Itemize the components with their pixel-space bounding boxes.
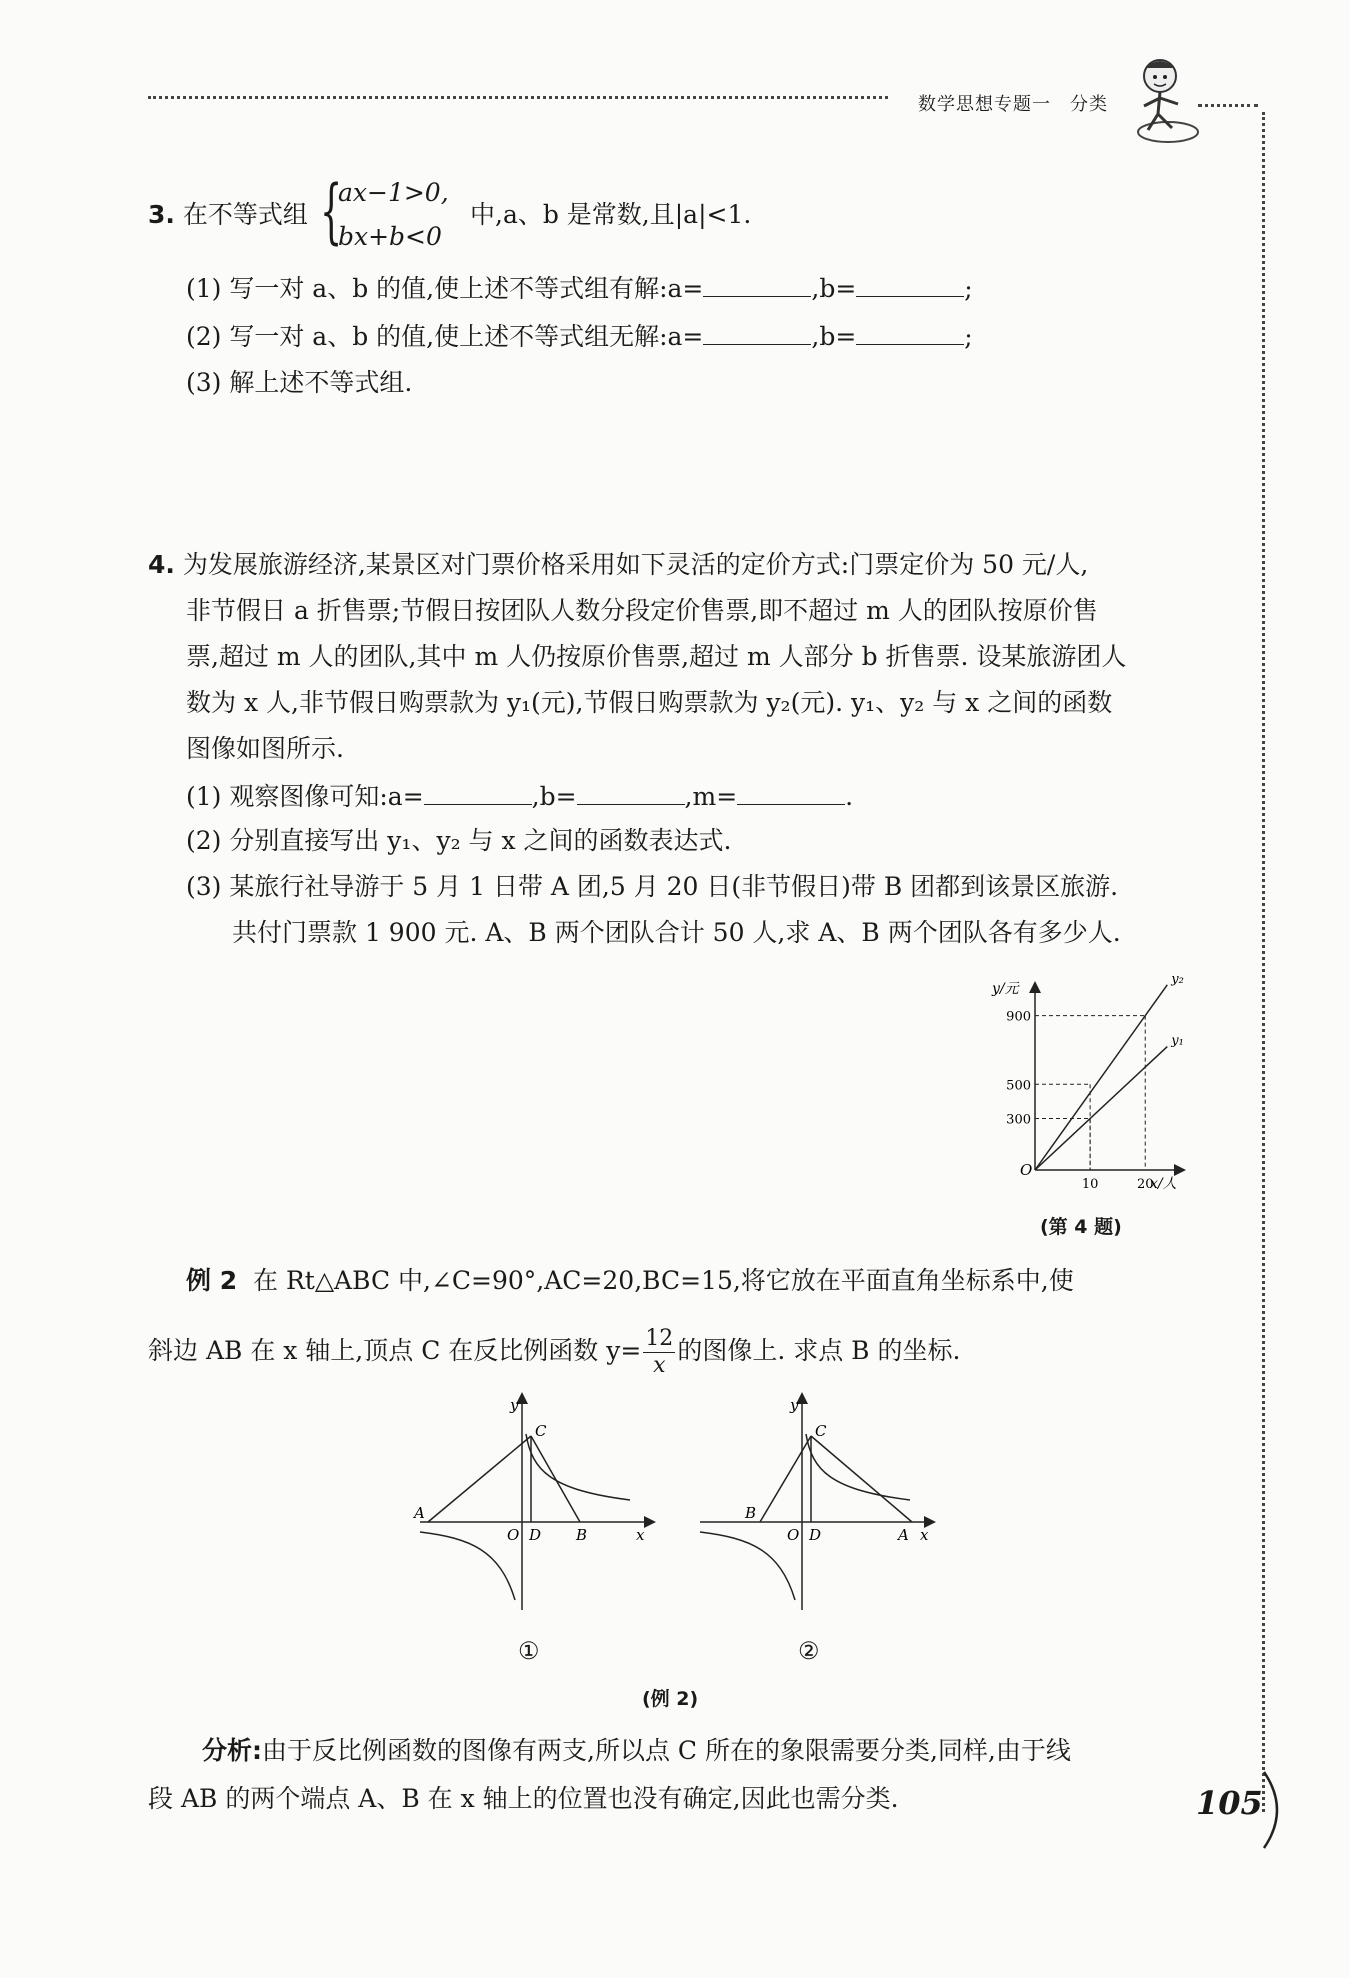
q3-stem-suffix: 中,a、b 是常数,且|a|<1. xyxy=(470,200,752,229)
ex2-caption: (例 2) xyxy=(642,1688,699,1710)
q4-number: 4. xyxy=(148,550,175,579)
fig1-C-label: C xyxy=(535,1422,547,1440)
chart-series-line-0 xyxy=(1035,985,1167,1170)
q3-part2-mid: ,b= xyxy=(811,322,857,351)
fig1-O-label: O xyxy=(507,1526,520,1544)
q3-part3: (3) 解上述不等式组. xyxy=(186,368,413,397)
ex2-line1-text: 在 Rt△ABC 中,∠C=90°,AC=20,BC=15,将它放在平面直角坐标系中,使 xyxy=(253,1266,1074,1295)
chart-origin: O xyxy=(1020,1161,1033,1179)
q3-stem xyxy=(148,200,308,230)
analysis-line2: 段 AB 的两个端点 A、B 在 x 轴上的位置也没有确定,因此也需分类. xyxy=(148,1784,899,1813)
ex2-figure-2 xyxy=(690,1390,940,1620)
fig1-y-label: y xyxy=(510,1396,519,1414)
chart-ytick-1: 500 xyxy=(1006,1078,1031,1094)
q3-stem-prefix: 在不等式组 xyxy=(182,200,308,229)
fig2-D-label: D xyxy=(809,1526,822,1544)
q3-number: 3. xyxy=(148,200,175,229)
header-rule xyxy=(148,96,888,99)
chart-xtick-0: 10 xyxy=(1081,1177,1099,1192)
analysis-line1 xyxy=(202,1736,1071,1766)
q3-a2-blank[interactable] xyxy=(703,320,811,345)
side-rule xyxy=(1262,112,1265,1812)
q4-a-blank[interactable] xyxy=(424,780,532,805)
q3-ineq1: ax−1>0, xyxy=(338,178,449,207)
q4-m-blank[interactable] xyxy=(737,780,845,805)
q4-part1-b: ,b= xyxy=(531,782,577,811)
ex2-frac-den: x xyxy=(653,1353,666,1378)
chart-ytick-2: 900 xyxy=(1006,1009,1031,1025)
ex2-line2 xyxy=(148,1326,960,1379)
header-rule-right xyxy=(1198,104,1258,107)
fig2-y-label: y xyxy=(790,1396,799,1414)
q4-line1 xyxy=(148,550,1088,580)
chart-series-line-1 xyxy=(1035,1047,1167,1170)
q4-caption: (第 4 题) xyxy=(1040,1216,1122,1238)
q4-chart xyxy=(990,975,1190,1195)
ex2-frac-num: 12 xyxy=(645,1326,674,1351)
q3-b-blank[interactable] xyxy=(856,272,964,297)
q4-line5: 图像如图所示. xyxy=(186,734,344,763)
q3-part1 xyxy=(186,272,973,304)
fig2-A-label: A xyxy=(898,1526,909,1544)
q4-line3: 票,超过 m 人的团队,其中 m 人仍按原价售票,超过 m 人部分 b 折售票. 设某旅游团人 xyxy=(186,642,1127,671)
q3-b2-blank[interactable] xyxy=(856,320,964,345)
page-number-arc xyxy=(1262,1770,1292,1850)
q3-part1-end: ; xyxy=(964,274,973,303)
q3-part2-text: (2) 写一对 a、b 的值,使上述不等式组无解:a= xyxy=(186,322,704,351)
chart-xtick-1: 20 xyxy=(1136,1177,1154,1192)
chart-ytick-0: 300 xyxy=(1006,1112,1031,1128)
fig1-D-label: D xyxy=(529,1526,542,1544)
chart-ylabel: y/元 xyxy=(992,981,1019,997)
ex2-figure-1 xyxy=(410,1390,660,1620)
fig2-C-label: C xyxy=(815,1422,827,1440)
q3-brace: { xyxy=(320,170,343,252)
chart-xlabel: x/人 xyxy=(1150,1176,1177,1192)
q3-part2 xyxy=(186,320,973,352)
mascot-icon xyxy=(1130,48,1200,148)
q3-ineq2: bx+b<0 xyxy=(338,222,442,251)
fig1-x-label: x xyxy=(636,1526,645,1544)
chart-series-label-0: y₂ xyxy=(1171,975,1184,987)
q4-part1-m: ,m= xyxy=(684,782,738,811)
q3-part1-mid: ,b= xyxy=(811,274,857,303)
q4-b-blank[interactable] xyxy=(577,780,685,805)
fig2-x-label: x xyxy=(920,1526,929,1544)
q4-part2: (2) 分别直接写出 y₁、y₂ 与 x 之间的函数表达式. xyxy=(186,826,732,855)
analysis-label: 分析: xyxy=(202,1736,262,1765)
q4-line2: 非节假日 a 折售票;节假日按团队人数分段定价售票,即不超过 m 人的团队按原价售 xyxy=(186,596,1098,625)
ex2-line2-b: 的图像上. 求点 B 的坐标. xyxy=(677,1336,961,1365)
fig2-O-label: O xyxy=(787,1526,800,1544)
fig2-label: ② xyxy=(798,1637,820,1665)
analysis-line1-text: 由于反比例函数的图像有两支,所以点 C 所在的象限需要分类,同样,由于线 xyxy=(262,1736,1071,1765)
ex2-fraction xyxy=(643,1326,675,1379)
q4-line1-text: 为发展旅游经济,某景区对门票价格采用如下灵活的定价方式:门票定价为 50 元/人, xyxy=(182,550,1089,579)
q3-part1-text: (1) 写一对 a、b 的值,使上述不等式组有解:a= xyxy=(186,274,704,303)
ex2-line1 xyxy=(186,1266,1074,1296)
q3-part2-end: ; xyxy=(964,322,973,351)
q4-part3b: 共付门票款 1 900 元. A、B 两个团队合计 50 人,求 A、B 两个团队各有多少人. xyxy=(232,918,1121,947)
q4-line4: 数为 x 人,非节假日购票款为 y₁(元),节假日购票款为 y₂(元). y₁、y₂ 与 x 之间的函数 xyxy=(186,688,1113,717)
q4-part3a: (3) 某旅行社导游于 5 月 1 日带 A 团,5 月 20 日(非节假日)带 B 团都到该景区旅游. xyxy=(186,872,1119,901)
fig2-B-label: B xyxy=(745,1504,757,1522)
q4-part1-text: (1) 观察图像可知:a= xyxy=(186,782,424,811)
q4-part1-end: . xyxy=(845,782,854,811)
header-title: 数学思想专题一 分类 xyxy=(918,94,1108,115)
q3-a-blank[interactable] xyxy=(703,272,811,297)
chart-lines xyxy=(1035,975,1184,1170)
q4-part1 xyxy=(186,780,853,812)
chart-series-label-1: y₁ xyxy=(1171,1033,1184,1049)
ex2-label: 例 2 xyxy=(186,1266,238,1295)
fig1-label: ① xyxy=(518,1637,540,1665)
fig1-A-label: A xyxy=(414,1504,425,1522)
fig1-B-label: B xyxy=(576,1526,588,1544)
ex2-line2-a: 斜边 AB 在 x 轴上,顶点 C 在反比例函数 y= xyxy=(148,1336,642,1365)
page-number: 105 xyxy=(1196,1784,1263,1822)
